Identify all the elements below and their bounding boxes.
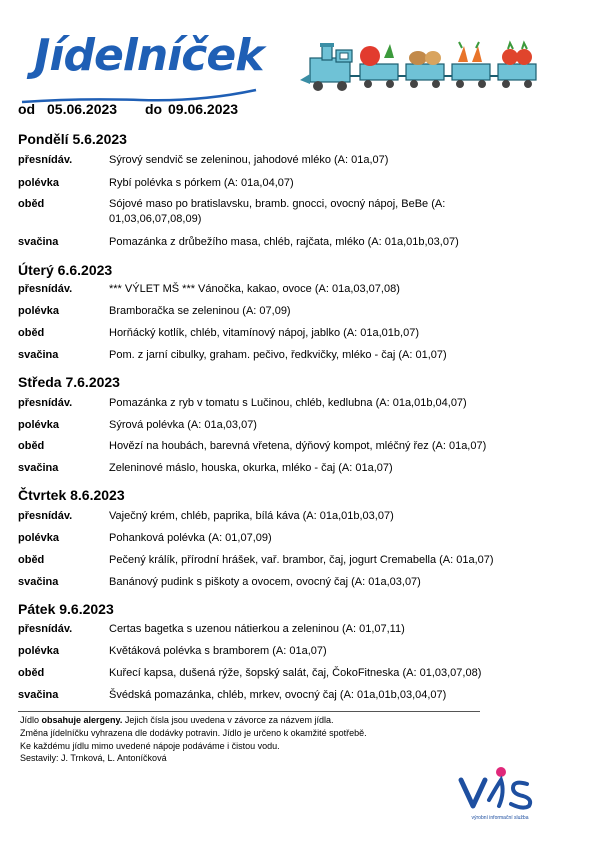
allergen-note-suffix: Jejich čísla jsou uvedena v závorce za názvem jídla. bbox=[122, 715, 334, 725]
meal-label: svačina bbox=[18, 689, 59, 701]
day-heading: Čtvrtek 8.6.2023 bbox=[18, 487, 125, 503]
meal-text: Rybí polévka s pórkem (A: 01a,04,07) bbox=[109, 177, 294, 189]
meal-text: Certas bagetka s uzenou nátierkou a zeleninou (A: 01,07,11) bbox=[109, 623, 405, 635]
meal-label: oběd bbox=[18, 198, 45, 210]
meal-label: přesnídáv. bbox=[18, 510, 73, 522]
day-heading: Úterý 6.6.2023 bbox=[18, 262, 113, 278]
to-date: 09.06.2023 bbox=[168, 101, 239, 117]
footer-divider bbox=[18, 711, 480, 712]
meal-label: oběd bbox=[18, 327, 45, 339]
meal-label: přesnídáv. bbox=[18, 623, 73, 635]
meal-text: *** VÝLET MŠ *** Vánočka, kakao, ovoce (A: 01a,03,07,08) bbox=[109, 283, 400, 295]
meal-text: Sýrová polévka (A: 01a,03,07) bbox=[109, 419, 257, 431]
meal-label: svačina bbox=[18, 462, 59, 474]
meal-text: Pečený králík, přírodní hrášek, vař. brambor, čaj, jogurt Cremabella (A: 01a,07) bbox=[109, 554, 494, 566]
from-date: 05.06.2023 bbox=[47, 101, 118, 117]
meal-label: oběd bbox=[18, 554, 45, 566]
meal-text: Vaječný krém, chléb, paprika, bílá káva (A: 01a,01b,03,07) bbox=[109, 510, 394, 522]
meal-label: svačina bbox=[18, 349, 59, 361]
day-heading: Pátek 9.6.2023 bbox=[18, 601, 114, 617]
meal-text: Švédská pomazánka, chléb, mrkev, ovocný čaj (A: 01a,01b,03,04,07) bbox=[109, 689, 447, 701]
to-label: do bbox=[145, 101, 163, 117]
vis-logo-graphic bbox=[455, 766, 545, 822]
allergen-note-prefix: Jídlo bbox=[20, 715, 42, 725]
from-label: od bbox=[18, 101, 36, 117]
svg-text:výrobní informační služba: výrobní informační služba bbox=[471, 815, 529, 821]
meal-text: Bramboračka se zeleninou (A: 07,09) bbox=[109, 305, 291, 317]
day-heading: Středa 7.6.2023 bbox=[18, 374, 120, 390]
meal-label: přesnídáv. bbox=[18, 154, 73, 166]
train-illustration bbox=[296, 40, 548, 96]
allergen-note-bold: obsahuje alergeny. bbox=[41, 715, 123, 725]
meal-text: Sýrový sendvič se zeleninou, jahodové mléko (A: 01a,07) bbox=[109, 154, 389, 166]
meal-text: Sójové maso po bratislavsku, bramb. gnocci, ovocný nápoj, BeBe (A: 01,03,06,07,08,09) bbox=[109, 198, 446, 225]
meal-label: svačina bbox=[18, 236, 59, 248]
meal-text: Banánový pudink s piškoty a ovocem, ovocný čaj (A: 01a,03,07) bbox=[109, 576, 421, 588]
authors-note: Sestavily: J. Trnková, L. Antoníčková bbox=[20, 753, 167, 763]
meal-label: přesnídáv. bbox=[18, 283, 73, 295]
meal-text: Pom. z jarní cibulky, graham. pečivo, ředkvičky, mléko - čaj (A: 01,07) bbox=[109, 349, 447, 361]
meal-label: polévka bbox=[18, 645, 59, 657]
meal-label: přesnídáv. bbox=[18, 397, 73, 409]
day-heading: Pondělí 5.6.2023 bbox=[18, 131, 127, 147]
meal-text: Pohanková polévka (A: 01,07,09) bbox=[109, 532, 272, 544]
meal-label: polévka bbox=[18, 305, 59, 317]
vis-logo bbox=[455, 766, 545, 827]
meal-label: svačina bbox=[18, 576, 59, 588]
meal-text: Zeleninové máslo, houska, okurka, mléko - čaj (A: 01a,07) bbox=[109, 462, 393, 474]
meal-text: Hovězí na houbách, barevná vřetena, dýňový kompot, mléčný řez (A: 01a,07) bbox=[109, 440, 487, 452]
water-note: Ke každému jídlu mimo uvedené nápoje podáváme i čistou vodu. bbox=[20, 741, 280, 751]
meal-label: oběd bbox=[18, 440, 45, 452]
meal-label: polévka bbox=[18, 177, 59, 189]
meal-text: Kuřecí kapsa, dušená rýže, šopský salát, čaj, ČokoFitneska (A: 01,03,07,08) bbox=[109, 667, 482, 679]
meal-text: Pomazánka z drůbežího masa, chléb, rajčata, mléko (A: 01a,01b,03,07) bbox=[109, 236, 459, 248]
menu-change-note: Změna jídelníčku vyhrazena dle dodávky potravin. Jídlo je určeno k okamžité spotřebě. bbox=[20, 728, 367, 738]
page-title: Jídelníček bbox=[34, 30, 264, 81]
meal-label: oběd bbox=[18, 667, 45, 679]
meal-text: Horňácký kotlík, chléb, vitamínový nápoj, jablko (A: 01a,01b,07) bbox=[109, 327, 419, 339]
allergen-note bbox=[20, 714, 333, 726]
meal-text: Květáková polévka s bramborem (A: 01a,07) bbox=[109, 645, 327, 657]
meal-label: polévka bbox=[18, 419, 59, 431]
meal-label: polévka bbox=[18, 532, 59, 544]
meal-text: Pomazánka z ryb v tomatu s Lučinou, chléb, kedlubna (A: 01a,01b,04,07) bbox=[109, 397, 467, 409]
